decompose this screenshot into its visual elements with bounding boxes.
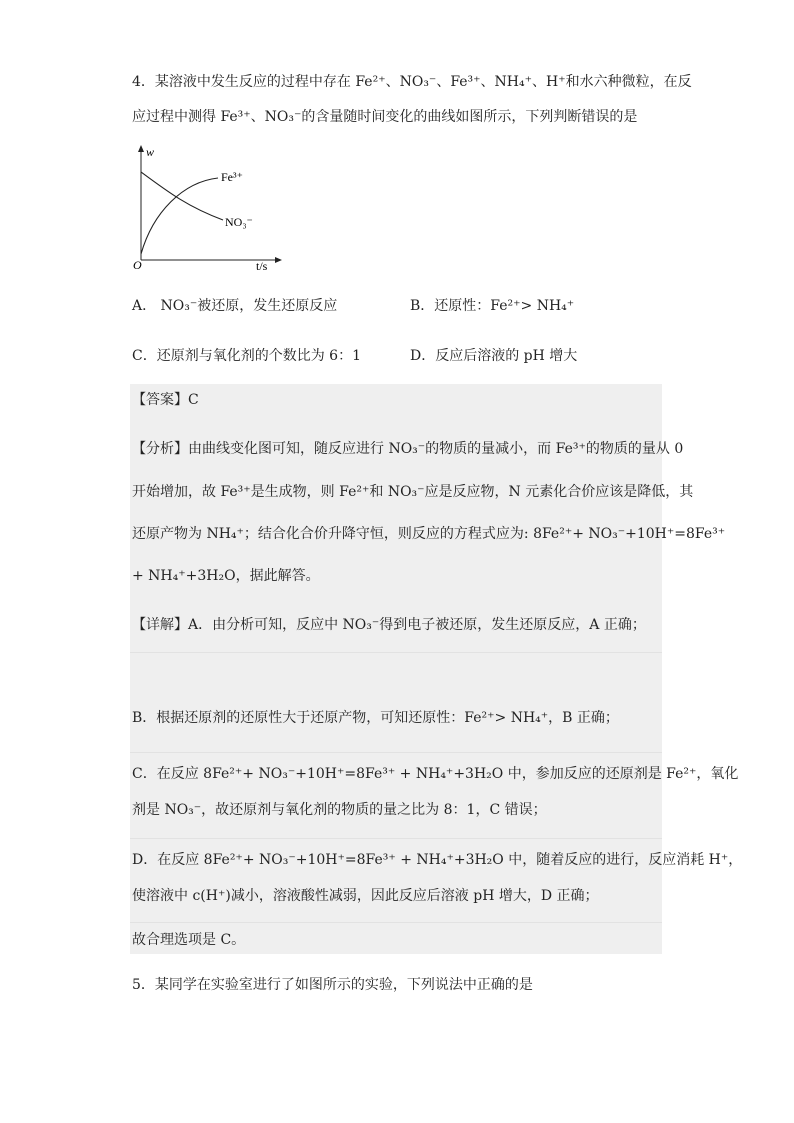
concentration-time-graph: [128, 142, 288, 272]
analysis-line-2: 开始增加，故 Fe³⁺是生成物，则 Fe²⁺和 NO₃⁻应是反应物，N 元素化合价应该是降低，其: [132, 484, 694, 500]
analysis-line-3: 还原产物为 NH₄⁺；结合化合价升降守恒，则反应的方程式应为: 8Fe²⁺+ NO₃⁻+10H⁺=8Fe³⁺: [132, 526, 726, 542]
detail-c-line-1: C．在反应 8Fe²⁺+ NO₃⁻+10H⁺=8Fe³⁺ + NH₄⁺+3H₂O 中，参加反应的还原剂是 Fe²⁺，氧化: [132, 766, 739, 782]
question-4-line-1: 4．某溶液中发生反应的过程中存在 Fe²⁺、NO₃⁻、Fe³⁺、NH₄⁺、H⁺和水六种微粒，在反: [132, 74, 692, 90]
detail-d-line-1: D．在反应 8Fe²⁺+ NO₃⁻+10H⁺=8Fe³⁺ + NH₄⁺+3H₂O 中，随着反应的进行，反应消耗 H⁺，: [132, 852, 743, 868]
divider: [130, 838, 662, 839]
detail-b: B．根据还原剂的还原性大于还原产物，可知还原性：Fe²⁺> NH₄⁺，B 正确；: [132, 710, 619, 726]
origin-label: O: [133, 258, 142, 272]
divider: [130, 752, 662, 753]
detail-a: 【详解】A．由分析可知，反应中 NO₃⁻得到电子被还原，发生还原反应，A 正确；: [132, 617, 646, 633]
analysis-line-4: + NH₄⁺+3H₂O，据此解答。: [132, 568, 320, 584]
detail-d-line-2: 使溶液中 c(H⁺)减小，溶液酸性减弱，因此反应后溶液 pH 增大，D 正确；: [132, 888, 599, 904]
divider: [130, 652, 662, 653]
option-a[interactable]: A． NO₃⁻被还原，发生还原反应: [132, 298, 338, 314]
question-5-line-1: 5．某同学在实验室进行了如图所示的实验，下列说法中正确的是: [132, 977, 533, 993]
option-d[interactable]: D．反应后溶液的 pH 增大: [410, 348, 578, 364]
answer-text: 【答案】C: [132, 392, 199, 408]
analysis-line-1: 【分析】由曲线变化图可知，随反应进行 NO₃⁻的物质的量减小，而 Fe³⁺的物质的量从 0: [132, 441, 684, 457]
curve-fe3: [141, 178, 218, 254]
x-axis-label: t/s: [256, 259, 268, 272]
curve-fe3-label: Fe³⁺: [221, 170, 243, 184]
question-4-line-2: 应过程中测得 Fe³⁺、NO₃⁻的含量随时间变化的曲线如图所示，下列判断错误的是: [132, 109, 638, 125]
detail-c-line-2: 剂是 NO₃⁻，故还原剂与氧化剂的物质的量之比为 8：1，C 错误；: [132, 802, 547, 818]
option-b[interactable]: B．还原性：Fe²⁺> NH₄⁺: [410, 298, 575, 314]
y-axis-label: w: [146, 145, 155, 159]
y-axis-arrow: [138, 145, 144, 152]
detail-conclusion: 故合理选项是 C。: [132, 932, 246, 948]
option-c[interactable]: C．还原剂与氧化剂的个数比为 6：1: [132, 348, 361, 364]
divider: [130, 922, 662, 923]
curve-no3-label: NO₃⁻: [225, 215, 253, 229]
x-axis-arrow: [275, 257, 282, 263]
